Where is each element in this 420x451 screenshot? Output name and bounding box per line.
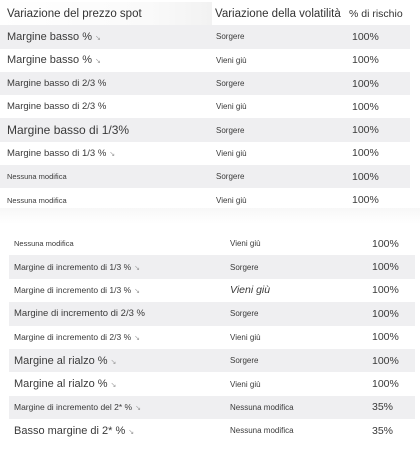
volatility-cell: Sorgere [216,32,245,42]
volatility-cell: Vieni giù [216,55,247,65]
table-row [9,396,415,419]
table-row [0,142,410,165]
volatility-cell: Sorgere [230,356,259,366]
price-change-cell: Margine di incremento di 2/3 % ↘ [14,332,141,343]
volatility-cell: Vieni giù [230,284,271,297]
table-row [9,326,415,349]
price-change-cell: Margine di incremento di 1/3 % ↘ [14,285,141,296]
sort-mark-icon: ↘ [135,405,141,413]
table-row [9,349,415,372]
price-change-cell: Margine basso di 1/3 % ↘ [7,147,116,159]
volatility-cell: Vieni giù [216,102,247,112]
risk-cell: 100% [352,194,379,207]
risk-table-lower [9,232,415,443]
table-row [9,232,415,255]
sort-mark-icon: ↘ [134,265,141,273]
risk-cell: 100% [372,261,399,274]
table-row [0,95,410,118]
price-change-cell: Margine di incremento di 1/3 % ↘ [14,262,141,273]
table-row [9,255,415,278]
price-change-cell: Margine basso di 2/3 % [7,101,107,113]
risk-cell: 100% [372,331,399,344]
risk-cell: 100% [352,124,379,137]
price-change-cell: Nessuna modifica [14,239,74,249]
price-change-cell: Basso margine di 2* % ↘ [14,424,135,437]
sort-mark-icon: ↘ [128,428,135,436]
table-row [9,372,415,395]
sort-mark-icon: ↘ [95,34,101,42]
volatility-cell: Vieni giù [230,332,261,342]
table-row [0,118,410,141]
sort-mark-icon: ↘ [110,382,117,390]
volatility-cell: Vieni giù [230,239,261,249]
risk-cell: 100% [352,30,379,43]
risk-table-upper [0,2,410,212]
price-change-cell: Margine al rialzo % ↘ [14,354,117,367]
risk-cell: 100% [372,237,399,250]
risk-cell: 100% [372,307,399,320]
sort-mark-icon: ↘ [134,288,141,296]
volatility-cell: Sorgere [216,172,245,182]
price-change-cell: Margine di incremento del 2* % ↘ [14,402,141,413]
volatility-cell: Nessuna modifica [230,426,294,436]
risk-cell: 100% [352,100,379,113]
risk-cell: 100% [352,54,379,67]
risk-cell: 35% [372,424,394,437]
header-risk-percent: % di rischio [349,7,403,20]
risk-cell: 100% [372,378,399,391]
volatility-cell: Sorgere [216,125,245,135]
volatility-cell: Nessuna modifica [230,402,294,412]
table-row [9,419,415,442]
sort-mark-icon: ↘ [109,150,116,158]
volatility-cell: Sorgere [216,79,245,89]
table-row [9,279,415,302]
volatility-cell: Vieni giù [216,148,247,158]
header-price-change: Variazione del prezzo spot [0,2,212,25]
table-row [0,165,410,188]
table-row [9,302,415,325]
table-row [0,49,410,72]
section-divider [0,208,420,224]
table-row [0,25,410,48]
price-change-cell: Margine basso % ↘ [7,54,101,67]
price-change-cell: Margine basso % ↘ [7,30,101,43]
risk-cell: 100% [352,170,379,183]
table-row [0,72,410,95]
risk-cell: 100% [372,284,399,297]
price-change-cell: Nessuna modifica [7,195,67,205]
sort-mark-icon: ↘ [134,335,141,343]
header-volatility-change: Variazione della volatilità [215,7,341,20]
price-change-cell: Nessuna modifica [7,172,67,182]
risk-cell: 100% [372,354,399,367]
volatility-cell: Vieni giù [230,379,261,389]
table-header-row [0,2,410,25]
price-change-cell: Margine al rialzo % ↘ [14,378,117,391]
sort-mark-icon: ↘ [95,58,101,66]
volatility-cell: Vieni giù [216,195,247,205]
risk-cell: 100% [352,77,379,90]
risk-cell: 35% [372,401,394,414]
sort-mark-icon: ↘ [110,358,117,366]
price-change-cell: Margine basso di 1/3% [7,123,130,138]
volatility-cell: Sorgere [230,309,259,319]
price-change-cell: Margine di incremento di 2/3 % [14,308,145,320]
price-change-cell: Margine basso di 2/3 % [7,78,107,90]
volatility-cell: Sorgere [230,262,259,272]
risk-cell: 100% [352,147,379,160]
